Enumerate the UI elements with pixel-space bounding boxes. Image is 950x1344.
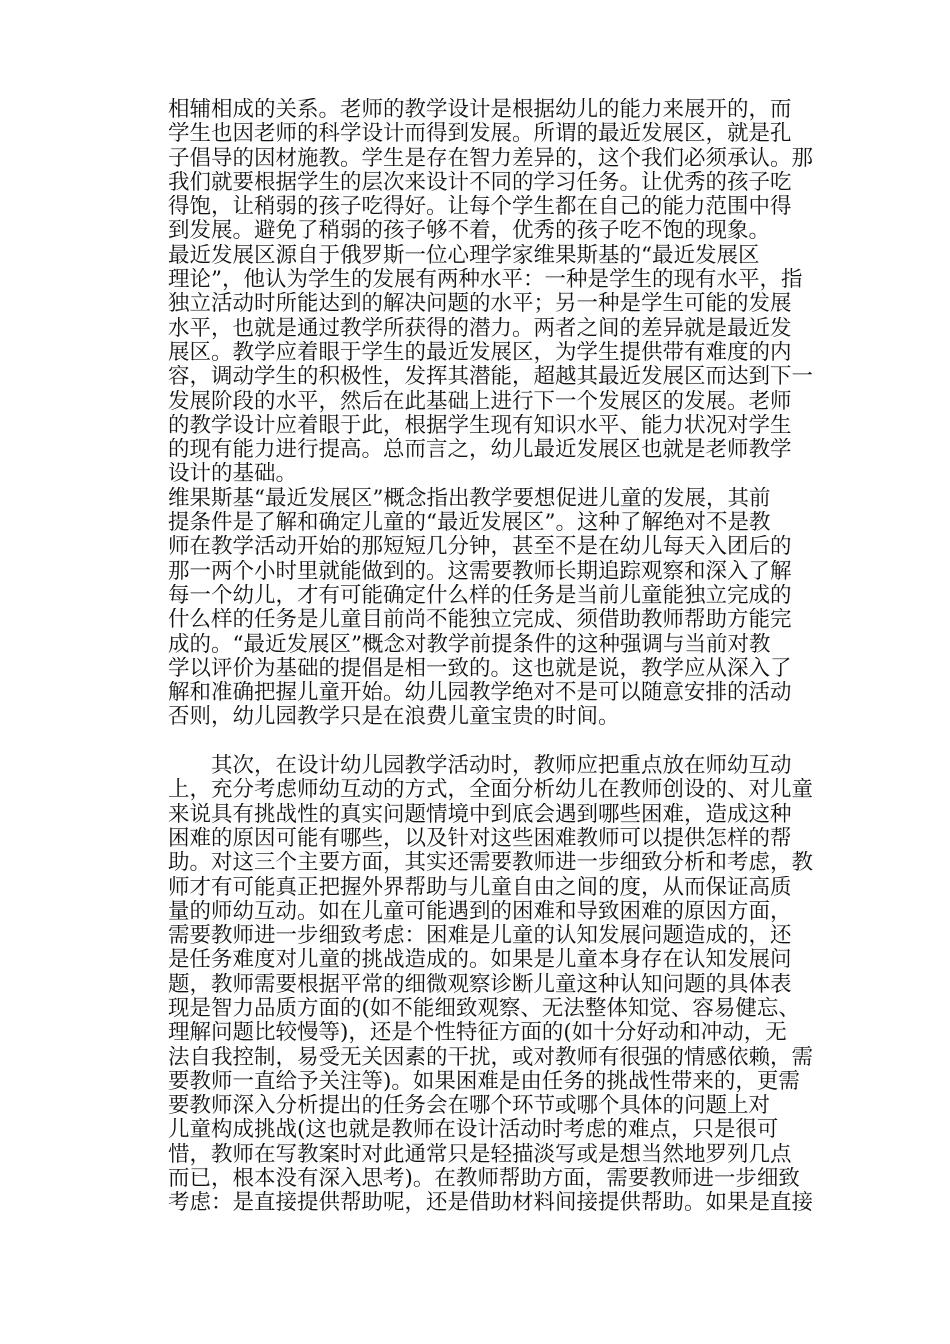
text-line: 学生也因老师的科学设计而得到发展。所谓的最近发展区，就是孔 bbox=[168, 122, 792, 147]
text-line: 我们就要根据学生的层次来设计不同的学习任务。让优秀的孩子吃 bbox=[168, 170, 792, 195]
text-line: 提条件是了解和确定儿童的“最近发展区”。这种了解绝对不是教 bbox=[168, 511, 771, 536]
text-line: 要教师深入分析提出的任务会在哪个环节或哪个具体的问题上对 bbox=[168, 1094, 771, 1119]
text-line: 考虑：是直接提供帮助呢，还是借助材料间接提供帮助。如果是直接 bbox=[168, 1191, 814, 1216]
text-line: 而已，根本没有深入思考)。在教师帮助方面，需要教师进一步细致 bbox=[168, 1167, 800, 1192]
text-line: 否则，幼儿园教学只是在浪费儿童宝贵的时间。 bbox=[168, 705, 620, 730]
text-line: 师在教学活动开始的那短短几分钟，甚至不是在幼儿每天入团后的 bbox=[168, 535, 792, 560]
text-line: 量的师幼互动。如在儿童可能遇到的困难和导致困难的原因方面， bbox=[168, 899, 792, 924]
paragraph-zpd-origin bbox=[168, 244, 860, 487]
text-line: 困难的原因可能有哪些，以及针对这些困难教师可以提供怎样的帮 bbox=[168, 826, 792, 851]
text-line: 展区。教学应着眼于学生的最近发展区，为学生提供带有难度的内 bbox=[168, 340, 792, 365]
text-line: 容，调动学生的积极性，发挥其潜能，超越其最近发展区而达到下一 bbox=[168, 365, 814, 390]
text-line: 来说具有挑战性的真实问题情境中到底会遇到哪些困难，造成这种 bbox=[168, 802, 792, 827]
text-line: 理解问题比较慢等)，还是个性特征方面的(如十分好动和冲动，无 bbox=[168, 1021, 787, 1046]
text-line: 相辅相成的关系。老师的教学设计是根据幼儿的能力来展开的，而 bbox=[168, 98, 792, 122]
text-line: 最近发展区源自于俄罗斯一位心理学家维果斯基的“最近发展区 bbox=[168, 243, 760, 268]
text-line: 要教师一直给予关注等)。如果困难是由任务的挑战性带来的，更需 bbox=[168, 1069, 800, 1094]
text-line: 儿童构成挑战(这也就是教师在设计活动时考虑的难点，只是很可 bbox=[168, 1118, 779, 1143]
text-line: 什么样的任务是儿童目前尚不能独立完成、须借助教师帮助方能完 bbox=[168, 608, 792, 633]
text-line: 上，充分考虑师幼互动的方式，全面分析幼儿在教师创设的、对儿童 bbox=[168, 778, 814, 803]
text-line: 的教学设计应着眼于此，根据学生现有知识水平、能力状况对学生 bbox=[168, 413, 792, 438]
text-line: 成的。“最近发展区”概念对教学前提条件的这种强调与当前对教 bbox=[168, 632, 771, 657]
text-line: 那一两个小时里就能做到的。这需要教师长期追踪观察和深入了解 bbox=[168, 559, 792, 584]
text-line: 师才有可能真正把握外界帮助与儿童自由之间的度，从而保证高质 bbox=[168, 875, 792, 900]
text-line: 到发展。避免了稍弱的孩子够不着，优秀的孩子吃不饱的现象。 bbox=[168, 219, 771, 244]
text-line: 是任务难度对儿童的挑战造成的。如果是儿童本身存在认知发展问 bbox=[168, 948, 792, 973]
paragraph-zpd-relationship bbox=[168, 98, 860, 244]
text-line: 助。对这三个主要方面，其实还需要教师进一步细致分析和考虑，教 bbox=[168, 851, 814, 876]
text-line: 水平，也就是通过教学所获得的潜力。两者之间的差异就是最近发 bbox=[168, 316, 792, 341]
text-line: 法自我控制，易受无关因素的干扰，或对教师有很强的情感依赖，需 bbox=[168, 1045, 814, 1070]
text-line: 的现有能力进行提高。总而言之，幼儿最近发展区也就是老师教学 bbox=[168, 438, 792, 463]
text-line: 得饱，让稍弱的孩子吃得好。让每个学生都在自己的能力范围中得 bbox=[168, 195, 792, 220]
text-line: 其次，在设计幼儿园教学活动时，教师应把重点放在师幼互动 bbox=[211, 754, 792, 779]
text-line: 理论”，他认为学生的发展有两种水平：一种是学生的现有水平，指 bbox=[168, 268, 803, 293]
paragraph-spacer bbox=[168, 730, 860, 754]
text-line: 现是智力品质方面的(如不能细致观察、无法整体知觉、容易健忘、 bbox=[168, 996, 800, 1021]
paragraph-teacher-child-interaction bbox=[168, 754, 860, 1216]
document-page bbox=[168, 98, 860, 1216]
text-line: 设计的基础。 bbox=[168, 462, 298, 487]
text-line: 题，教师需要根据平常的细微观察诊断儿童这种认知问题的具体表 bbox=[168, 972, 792, 997]
paragraph-vygotsky-concept bbox=[168, 487, 860, 730]
text-line: 学以评价为基础的提倡是相一致的。这也就是说，教学应从深入了 bbox=[168, 656, 792, 681]
text-line: 需要教师进一步细致考虑：困难是儿童的认知发展问题造成的，还 bbox=[168, 924, 792, 949]
text-line: 发展阶段的水平，然后在此基础上进行下一个发展区的发展。老师 bbox=[168, 389, 792, 414]
text-line: 独立活动时所能达到的解决问题的水平；另一种是学生可能的发展 bbox=[168, 292, 792, 317]
text-line: 子倡导的因材施教。学生是存在智力差异的，这个我们必须承认。那 bbox=[168, 146, 814, 171]
text-line: 惜，教师在写教案时对此通常只是轻描淡写或是想当然地罗列几点 bbox=[168, 1142, 792, 1167]
text-line: 维果斯基“最近发展区”概念指出教学要想促进儿童的发展，其前 bbox=[168, 486, 771, 511]
text-line: 每一个幼儿，才有可能确定什么样的任务是当前儿童能独立完成的 bbox=[168, 583, 792, 608]
text-line: 解和准确把握儿童开始。幼儿园教学绝对不是可以随意安排的活动 bbox=[168, 681, 792, 706]
